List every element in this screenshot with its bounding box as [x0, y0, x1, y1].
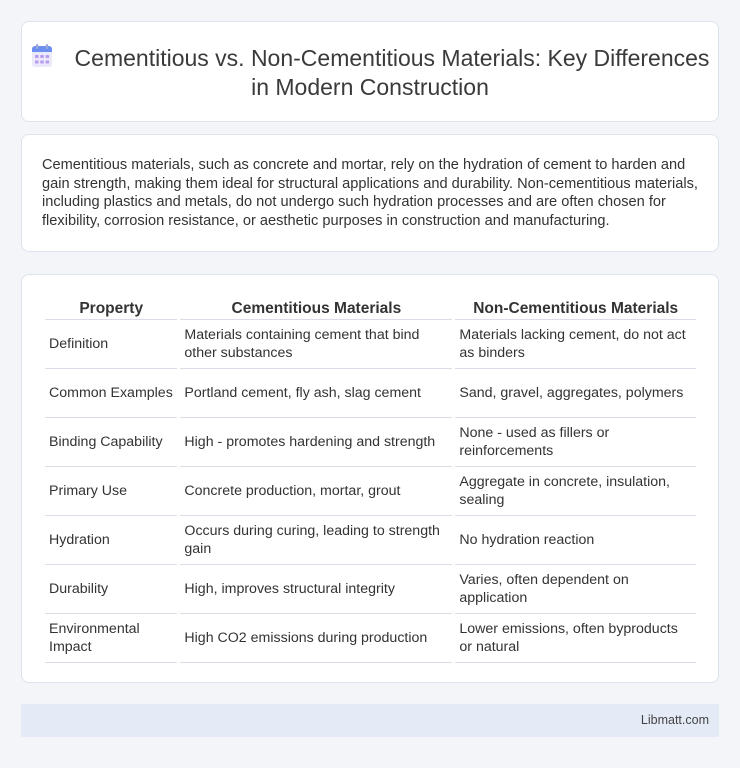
cementitious-cell: Concrete production, mortar, grout: [180, 467, 452, 516]
column-header: Cementitious Materials: [180, 295, 452, 320]
calendar-icon: [31, 44, 53, 68]
cementitious-cell: Materials containing cement that bind other substances: [180, 320, 452, 369]
property-cell: Environmental Impact: [45, 614, 177, 663]
comparison-table-card: [21, 274, 719, 683]
property-cell: Hydration: [45, 516, 177, 565]
table-row: [45, 418, 696, 467]
non-cementitious-cell: Sand, gravel, aggregates, polymers: [455, 369, 696, 418]
non-cementitious-cell: Aggregate in concrete, insulation, sealing: [455, 467, 696, 516]
footer-bar: [21, 704, 719, 737]
non-cementitious-cell: Materials lacking cement, do not act as binders: [455, 320, 696, 369]
property-cell: Primary Use: [45, 467, 177, 516]
table-row: [45, 467, 696, 516]
comparison-table: [42, 295, 699, 663]
table-row: [45, 614, 696, 663]
table-row: [45, 516, 696, 565]
table-row: [45, 565, 696, 614]
table-row: [45, 320, 696, 369]
cementitious-cell: Occurs during curing, leading to strength gain: [180, 516, 452, 565]
cementitious-cell: High - promotes hardening and strength: [180, 418, 452, 467]
page-title-wrap: [22, 44, 718, 102]
non-cementitious-cell: No hydration reaction: [455, 516, 696, 565]
property-cell: Binding Capability: [45, 418, 177, 467]
cementitious-cell: Portland cement, fly ash, slag cement: [180, 369, 452, 418]
title-card: [21, 21, 719, 122]
non-cementitious-cell: Lower emissions, often byproducts or natural: [455, 614, 696, 663]
intro-paragraph: Cementitious materials, such as concrete and mortar, rely on the hydration of cement to harden and gain strength, making them ideal for structural applications and durability. Non-cementitious materials, including plastics and metals, do not undergo such hydration processes and are often chosen for flexibility, corrosion resistance, or aesthetic purposes in construction and manufacturing.: [42, 157, 698, 229]
non-cementitious-cell: None - used as fillers or reinforcements: [455, 418, 696, 467]
intro-card: [21, 134, 719, 252]
property-cell: Definition: [45, 320, 177, 369]
property-cell: Durability: [45, 565, 177, 614]
column-header: Non-Cementitious Materials: [455, 295, 696, 320]
non-cementitious-cell: Varies, often dependent on application: [455, 565, 696, 614]
table-header-row: [45, 295, 696, 320]
page-title: Cementitious vs. Non-Cementitious Materials: Key Differences in Modern Construction: [74, 45, 710, 100]
property-cell: Common Examples: [45, 369, 177, 418]
cementitious-cell: High, improves structural integrity: [180, 565, 452, 614]
footer-brand: Libmatt.com: [640, 713, 709, 727]
cementitious-cell: High CO2 emissions during production: [180, 614, 452, 663]
column-header: Property: [45, 295, 177, 320]
table-row: [45, 369, 696, 418]
